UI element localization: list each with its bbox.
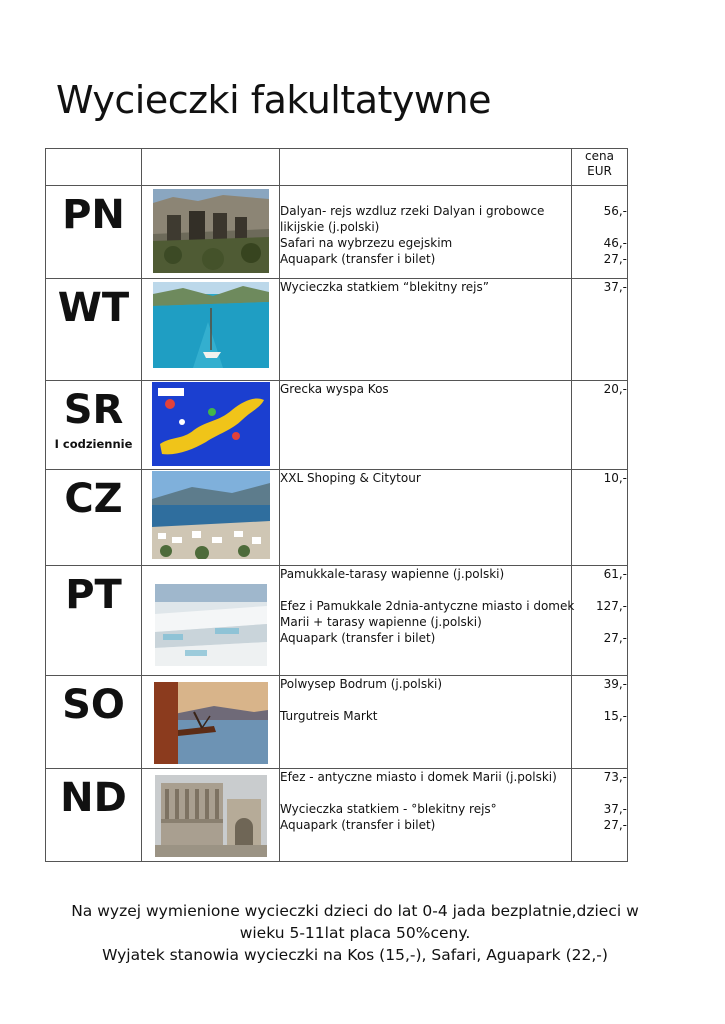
trip-description: Efez i Pamukkale 2dnia-antyczne miasto i domek <box>280 599 575 613</box>
day-label: CZ <box>64 476 123 522</box>
trip-price: 46,- <box>603 236 627 250</box>
day-label: ND <box>60 775 127 821</box>
day-note: I codziennie <box>54 437 133 451</box>
trip-description: Polwysep Bodrum (j.polski) <box>280 677 443 691</box>
trip-description: Grecka wyspa Kos <box>280 382 389 396</box>
footer-line: wieku 5-11lat placa 50%ceny. <box>239 924 471 942</box>
page-title: Wycieczki fakultatywne <box>56 78 491 122</box>
footer-line: Wyjatek stanowia wycieczki na Kos (15,-), Safari, Aguapark (22,-) <box>102 946 608 964</box>
table-row <box>46 470 628 566</box>
trip-price: 27,- <box>603 252 627 266</box>
table-row <box>46 676 628 769</box>
bodrum-harbor-photo <box>152 471 270 559</box>
price-header-currency: EUR <box>587 164 612 178</box>
table-row <box>46 566 628 676</box>
pamukkale-photo <box>155 584 267 666</box>
header-day-cell <box>46 149 142 186</box>
boat-bay-photo <box>153 282 269 368</box>
trip-price: 37,- <box>603 802 627 816</box>
table-header-row <box>46 149 628 186</box>
footer-line: Na wyzej wymienione wycieczki dzieci do lat 0-4 jada bezplatnie,dzieci w <box>71 902 639 920</box>
trip-price: 127,- <box>595 599 627 613</box>
trip-description: XXL Shoping & Citytour <box>280 471 421 485</box>
children-discount-note <box>45 900 665 966</box>
trip-price: 15,- <box>603 709 627 723</box>
trip-price: 61,- <box>603 567 627 581</box>
header-desc-cell <box>280 149 572 186</box>
trip-price: 27,- <box>603 631 627 645</box>
trip-description: Pamukkale-tarasy wapienne (j.polski) <box>280 567 505 581</box>
rock-tombs-photo <box>153 189 269 273</box>
header-image-cell <box>142 149 280 186</box>
day-label: WT <box>57 285 130 331</box>
trip-price: 37,- <box>603 280 627 294</box>
trip-description: Wycieczka statkiem - °blekitny rejs° <box>280 802 497 816</box>
table-row <box>46 769 628 862</box>
trip-description: Efez - antyczne miasto i domek Marii (j.polski) <box>280 770 557 784</box>
header-price-cell <box>572 149 628 186</box>
trip-description: Marii + tarasy wapienne (j.polski) <box>280 615 482 629</box>
trip-description: Aquapark (transfer i bilet) <box>280 818 436 832</box>
trip-price: 39,- <box>603 677 627 691</box>
trip-description: Dalyan- rejs wzdluz rzeki Dalyan i grobowce likijskie (j.polski) <box>280 204 545 234</box>
kos-map-photo <box>152 382 270 466</box>
trip-description: Safari na wybrzezu egejskim <box>280 236 453 250</box>
trip-description: Aquapark (transfer i bilet) <box>280 252 436 266</box>
trip-price: 27,- <box>603 818 627 832</box>
table-row <box>46 381 628 470</box>
ephesus-library-photo <box>155 775 267 857</box>
day-label: SO <box>62 682 125 728</box>
sunset-pier-photo <box>154 682 268 764</box>
trip-description: Turgutreis Markt <box>280 709 378 723</box>
excursions-table <box>45 148 628 862</box>
table-row <box>46 279 628 381</box>
day-label: PN <box>62 192 125 238</box>
trip-price: 10,- <box>603 471 627 485</box>
day-label: SR <box>63 387 124 433</box>
day-label: PT <box>65 572 122 618</box>
trip-description: Wycieczka statkiem “blekitny rejs” <box>280 280 489 294</box>
trip-price: 56,- <box>603 204 627 218</box>
trip-price: 73,- <box>603 770 627 784</box>
price-header-label: cena <box>585 149 614 163</box>
trip-price: 20,- <box>603 382 627 396</box>
table-row <box>46 186 628 279</box>
trip-description: Aquapark (transfer i bilet) <box>280 631 436 645</box>
